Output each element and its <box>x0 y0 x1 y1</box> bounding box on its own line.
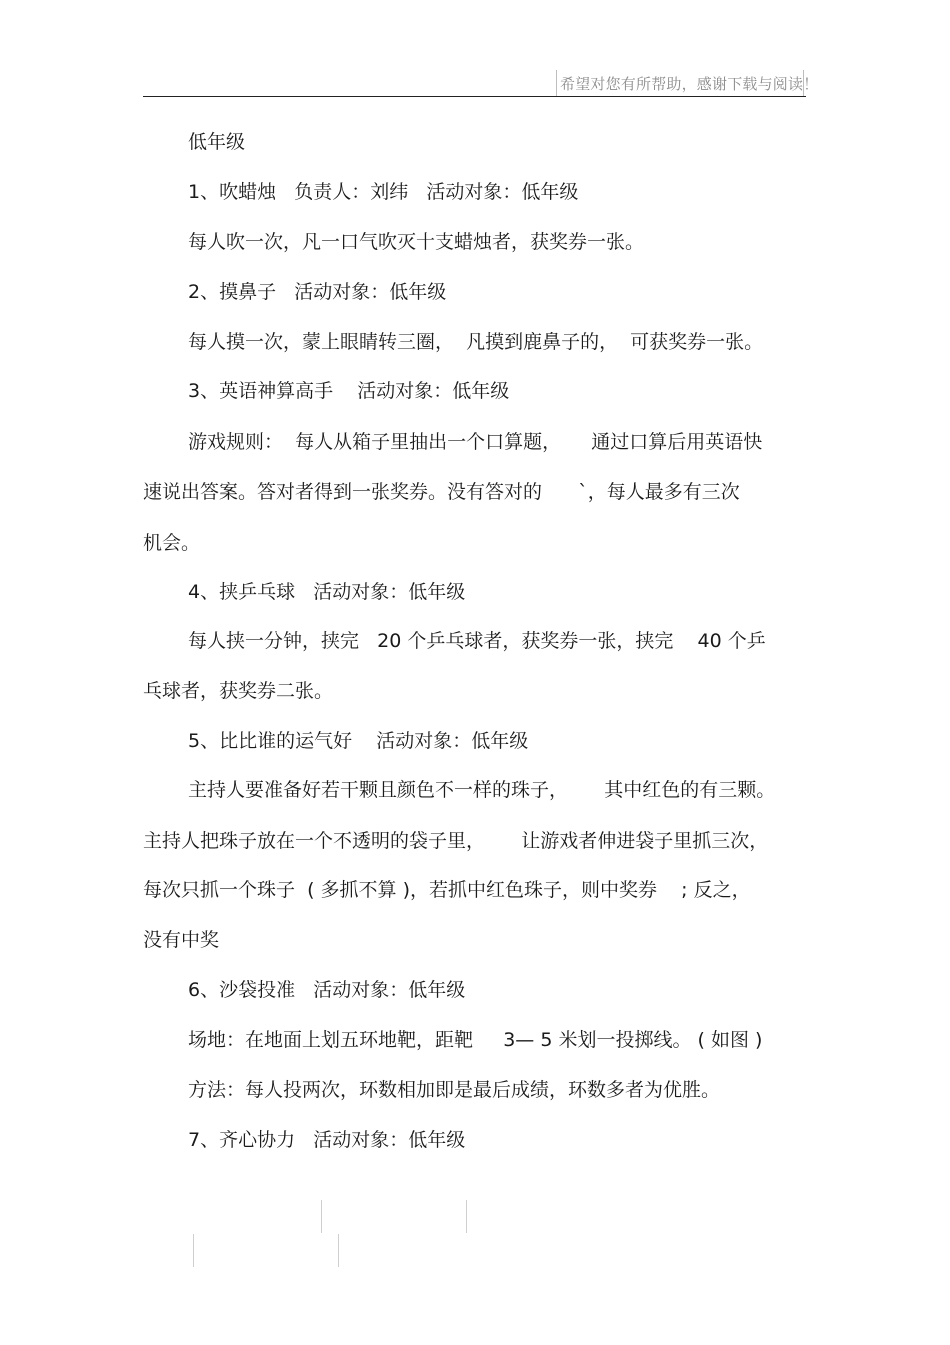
header-note: 希望对您有所帮助，感谢下载与阅读！ <box>560 75 819 93</box>
figure-fragment-line <box>193 1234 194 1267</box>
figure-fragment-line <box>338 1234 339 1267</box>
figure-fragment-line <box>321 1200 322 1233</box>
activity-5-desc-2: 主持人把珠子放在一个不透明的袋子里， 让游戏者伸进袋子里抓三次， <box>143 830 769 852</box>
activity-6-venue: 场地：在地面上划五环地靶，距靶 3— 5 米划一投掷线。 ( 如图 ) <box>188 1029 763 1051</box>
activity-3-desc-3: 机会。 <box>143 532 201 554</box>
header-rule <box>143 96 806 97</box>
activity-4-desc-1: 每人挟一分钟，挟完 20 个乒乓球者，获奖券一张，挟完 40 个乒 <box>188 630 766 652</box>
activity-5-title: 5、比比谁的运气好 活动对象：低年级 <box>188 730 529 752</box>
activity-3-desc-2: 速说出答案。答对者得到一张奖券。没有答对的 `，每人最多有三次 <box>143 481 740 503</box>
activity-2-title: 2、摸鼻子 活动对象：低年级 <box>188 281 447 303</box>
section-heading: 低年级 <box>188 131 246 153</box>
activity-4-desc-2: 乓球者，获奖券二张。 <box>143 680 334 702</box>
activity-3-title: 3、英语神算高手 活动对象：低年级 <box>188 380 510 402</box>
activity-1-desc: 每人吹一次，凡一口气吹灭十支蜡烛者，获奖券一张。 <box>188 231 645 253</box>
figure-fragment-line <box>466 1200 467 1233</box>
activity-6-title: 6、沙袋投准 活动对象：低年级 <box>188 979 466 1001</box>
activity-3-desc-1: 游戏规则： 每人从箱子里抽出一个口算题， 通过口算后用英语快 <box>188 431 763 453</box>
activity-6-method: 方法：每人投两次，环数相加即是最后成绩，环数多者为优胜。 <box>188 1079 721 1101</box>
activity-2-desc: 每人摸一次，蒙上眼睛转三圈， 凡摸到鹿鼻子的， 可获奖券一张。 <box>188 331 764 353</box>
activity-5-desc-1: 主持人要准备好若干颗且颜色不一样的珠子， 其中红色的有三颗。 <box>188 779 776 801</box>
activity-4-title: 4、挟乒乓球 活动对象：低年级 <box>188 581 466 603</box>
activity-5-desc-4: 没有中奖 <box>143 929 220 951</box>
activity-7-title: 7、齐心协力 活动对象：低年级 <box>188 1129 466 1151</box>
activity-5-desc-3: 每次只抓一个珠子 ( 多抓不算 )，若抓中红色珠子，则中奖券 ; 反之， <box>143 879 751 901</box>
activity-1-title: 1、吹蜡烛 负责人：刘纬 活动对象：低年级 <box>188 181 579 203</box>
